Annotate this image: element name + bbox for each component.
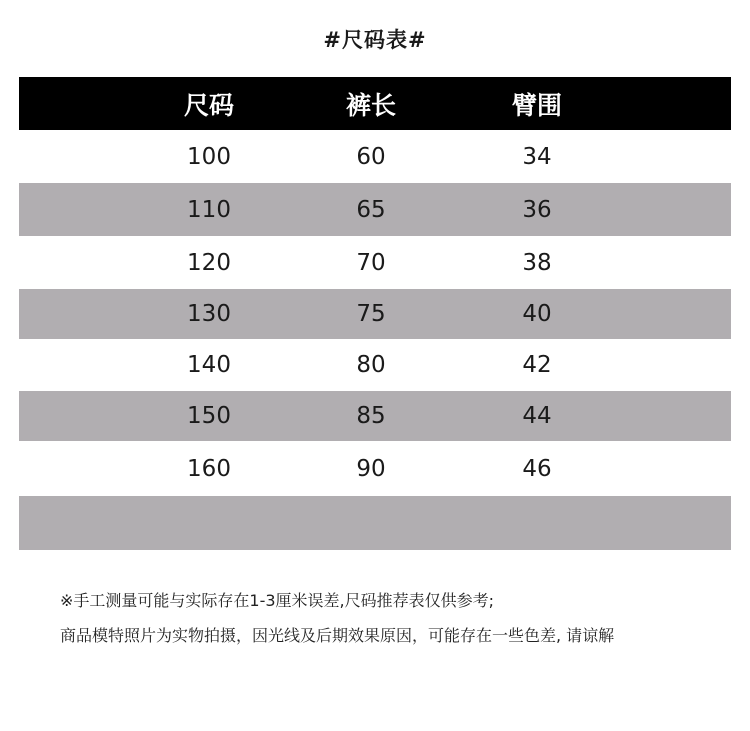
cell-pants-length: 90 (356, 455, 386, 482)
cell-pants-length: 75 (356, 301, 386, 327)
cell-size: 150 (187, 403, 231, 429)
table-row (19, 130, 731, 183)
header-arm-circumference: 臂围 (511, 90, 562, 120)
cell-size: 120 (187, 249, 231, 276)
table-row (19, 391, 731, 441)
cell-size: 140 (187, 352, 231, 378)
header-pants-length: 裤长 (345, 90, 396, 120)
cell-pants-length: 60 (356, 143, 386, 170)
table-header (19, 77, 731, 130)
cell-arm-circumference (467, 496, 607, 550)
cell-arm-circumference: 38 (522, 249, 552, 276)
cell-pants-length: 80 (356, 352, 386, 378)
table-row (19, 236, 731, 289)
size-table (19, 77, 731, 550)
table-row (19, 496, 731, 550)
cell-size: 100 (187, 143, 231, 170)
note-measurement-error: ※手工测量可能与实际存在1-3厘米误差,尺码推荐表仅供参考; (60, 591, 495, 610)
cell-size: 110 (187, 196, 231, 223)
note-color-difference: 商品模特照片为实物拍摄，因光线及后期效果原因，可能存在一些色差, 请谅解 (60, 626, 615, 645)
cell-size (139, 496, 279, 550)
cell-arm-circumference: 40 (522, 301, 552, 327)
cell-size: 160 (187, 455, 231, 482)
table-row (19, 339, 731, 391)
table-row (19, 441, 731, 496)
cell-pants-length: 85 (356, 403, 386, 429)
page-title: #尺码表# (323, 28, 427, 52)
cell-arm-circumference: 42 (522, 352, 552, 378)
cell-arm-circumference: 34 (522, 143, 552, 170)
cell-pants-length: 70 (356, 249, 386, 276)
cell-arm-circumference: 36 (522, 196, 552, 223)
cell-pants-length (301, 496, 441, 550)
table-row (19, 289, 731, 339)
table-row (19, 183, 731, 236)
cell-arm-circumference: 46 (522, 455, 552, 482)
cell-pants-length: 65 (356, 196, 386, 223)
cell-size: 130 (187, 301, 231, 327)
notes (60, 590, 730, 647)
cell-arm-circumference: 44 (522, 403, 552, 429)
header-size: 尺码 (183, 90, 234, 120)
